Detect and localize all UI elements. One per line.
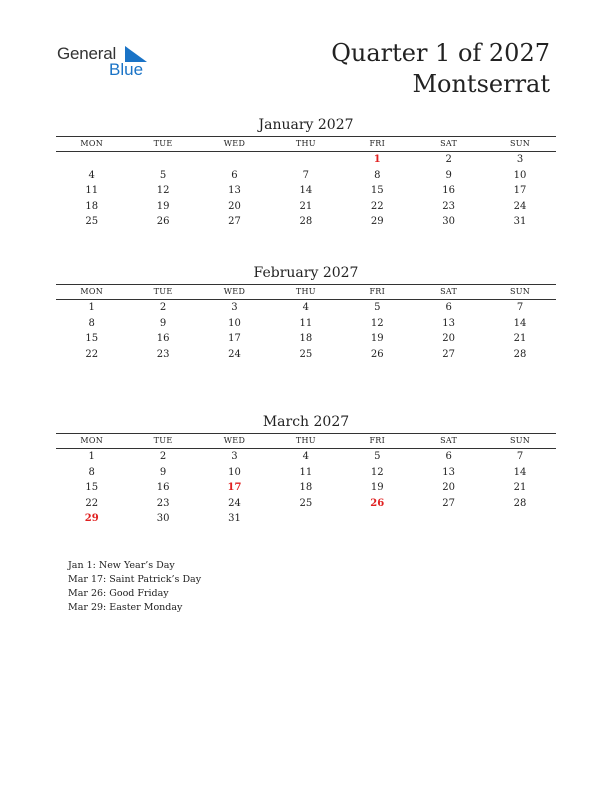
day-cell: 4: [302, 302, 310, 313]
page-title: Quarter 1 of 2027: [331, 39, 550, 67]
day-cell: 24: [228, 497, 241, 509]
weekday-label: SAT: [440, 436, 458, 445]
day-cell: 13: [442, 466, 456, 478]
weekday-label: WED: [223, 436, 246, 445]
day-cell: [270, 152, 341, 168]
weekday-label: MON: [80, 287, 104, 296]
day-cell: 7: [516, 451, 524, 462]
day-cell: 15: [370, 185, 384, 197]
day-cell: 30: [442, 216, 456, 228]
day-cell: 18: [85, 200, 99, 212]
week-row: [56, 496, 556, 512]
day-cell: 8: [88, 466, 95, 478]
day-cell: 13: [228, 185, 241, 197]
day-cell: 9: [445, 169, 452, 181]
weekday-label: FRI: [369, 139, 386, 148]
holiday-list-item: Mar 29: Easter Monday: [68, 602, 183, 613]
day-cell: 4: [302, 451, 310, 462]
weekday-label: TUE: [153, 287, 173, 296]
holiday-day-cell: 1: [373, 154, 381, 165]
day-cell: 9: [159, 466, 167, 478]
week-row: [56, 465, 556, 481]
weekday-label: SUN: [509, 287, 531, 296]
day-cell: 24: [513, 200, 527, 212]
day-cell: 27: [442, 348, 456, 360]
day-cell: 23: [442, 200, 456, 212]
weekday-label: THU: [295, 436, 316, 445]
day-cell: 10: [228, 317, 241, 329]
weekday-label: MON: [80, 139, 104, 148]
day-cell: 3: [516, 154, 524, 165]
day-cell: 4: [88, 169, 95, 181]
holiday-list-item: Mar 17: Saint Patrick’s Day: [68, 574, 202, 585]
day-cell: 19: [370, 333, 384, 345]
week-row: [56, 511, 556, 527]
week-row: [56, 214, 556, 230]
country-name: Montserrat: [412, 70, 550, 98]
day-cell: 20: [228, 200, 241, 212]
day-cell: 10: [228, 466, 241, 478]
weekday-label: FRI: [369, 287, 386, 296]
day-cell: 11: [299, 466, 313, 478]
weekday-label: SAT: [440, 287, 458, 296]
day-cell: 10: [513, 169, 527, 181]
day-cell: 9: [159, 317, 167, 329]
day-cell: 5: [374, 302, 381, 313]
day-cell: 5: [374, 451, 381, 462]
day-cell: 16: [156, 482, 170, 494]
day-cell: 14: [513, 466, 527, 478]
day-cell: 11: [299, 317, 313, 329]
day-cell: 20: [442, 482, 456, 494]
day-cell: 16: [442, 185, 456, 197]
day-cell: 30: [156, 513, 170, 525]
day-cell: 8: [374, 169, 381, 181]
day-cell: 2: [159, 302, 167, 313]
day-cell: 1: [88, 451, 95, 462]
day-cell: 21: [513, 333, 527, 345]
day-cell: 2: [445, 154, 452, 165]
week-row: [56, 347, 556, 363]
weekday-label: SUN: [509, 139, 531, 148]
day-cell: 7: [516, 302, 524, 313]
week-row: [56, 331, 556, 347]
day-cell: 19: [156, 200, 170, 212]
weekday-header-row: [56, 285, 556, 300]
day-cell: [199, 152, 270, 168]
day-cell: 16: [156, 333, 170, 345]
day-cell: 2: [159, 451, 167, 462]
day-cell: 19: [370, 482, 384, 494]
day-cell: 27: [442, 497, 456, 509]
logo-text-general: General: [57, 44, 117, 63]
month-title: February 2027: [253, 265, 359, 281]
weekday-label: MON: [80, 436, 104, 445]
day-cell: 6: [445, 302, 452, 313]
day-cell: [413, 511, 484, 527]
holiday-day-cell: 17: [227, 482, 242, 494]
day-cell: 3: [231, 302, 238, 313]
week-row: [56, 152, 556, 168]
day-cell: 23: [156, 348, 170, 360]
day-cell: 25: [299, 497, 313, 509]
month-title: January 2027: [258, 117, 354, 133]
day-cell: [484, 511, 555, 527]
weekday-label: WED: [223, 139, 246, 148]
day-cell: 25: [299, 348, 313, 360]
day-cell: [342, 511, 413, 527]
weekday-header-row: [56, 434, 556, 449]
week-row: [56, 480, 556, 496]
week-row: [56, 168, 556, 184]
day-cell: 31: [228, 513, 241, 525]
day-cell: 14: [299, 185, 313, 197]
calendar-month-march: [56, 413, 556, 527]
day-cell: 14: [513, 317, 527, 329]
weekday-label: SAT: [440, 139, 458, 148]
weekday-label: TUE: [153, 139, 173, 148]
day-cell: 28: [513, 348, 527, 360]
logo-text-blue: Blue: [109, 60, 144, 79]
day-cell: 6: [445, 451, 452, 462]
day-cell: 21: [513, 482, 527, 494]
day-cell: [127, 152, 198, 168]
day-cell: 17: [513, 185, 527, 197]
day-cell: [270, 511, 341, 527]
week-row: [56, 449, 556, 465]
day-cell: 18: [299, 482, 313, 494]
week-row: [56, 316, 556, 332]
day-cell: 15: [85, 333, 99, 345]
day-cell: 25: [85, 216, 99, 228]
weekday-label: THU: [295, 287, 316, 296]
day-cell: 27: [228, 216, 241, 228]
weekday-header-row: [56, 137, 556, 152]
day-cell: 23: [156, 497, 170, 509]
holiday-list: [68, 559, 201, 615]
day-cell: 12: [156, 185, 170, 197]
weekday-label: WED: [223, 287, 246, 296]
weekday-label: THU: [295, 139, 316, 148]
holiday-list-item: Jan 1: New Year’s Day: [68, 560, 175, 571]
day-cell: 29: [370, 216, 384, 228]
week-row: [56, 183, 556, 199]
day-cell: 22: [85, 497, 99, 509]
day-cell: 5: [159, 169, 167, 181]
holiday-day-cell: 26: [370, 497, 385, 509]
day-cell: 8: [88, 317, 95, 329]
month-title: March 2027: [262, 414, 350, 430]
day-cell: 17: [228, 333, 241, 345]
page-title-block: [331, 38, 550, 100]
week-row: [56, 199, 556, 215]
day-cell: 26: [370, 348, 384, 360]
weekday-label: FRI: [369, 436, 386, 445]
day-cell: 26: [156, 216, 170, 228]
day-cell: 21: [299, 200, 313, 212]
day-cell: 24: [228, 348, 241, 360]
weekday-label: TUE: [153, 436, 173, 445]
day-cell: 18: [299, 333, 313, 345]
day-cell: 22: [85, 348, 99, 360]
calendar-month-february: [56, 264, 556, 362]
general-blue-logo: [57, 44, 167, 84]
day-cell: 13: [442, 317, 456, 329]
day-cell: [56, 152, 127, 168]
day-cell: 20: [442, 333, 456, 345]
day-cell: 3: [231, 451, 238, 462]
calendar-month-january: [56, 116, 556, 230]
day-cell: 28: [299, 216, 313, 228]
day-cell: 7: [302, 169, 310, 181]
day-cell: 12: [370, 466, 384, 478]
day-cell: 28: [513, 497, 527, 509]
day-cell: 11: [85, 185, 99, 197]
day-cell: 22: [370, 200, 384, 212]
day-cell: 1: [88, 302, 95, 313]
holiday-day-cell: 29: [84, 513, 99, 525]
day-cell: 31: [513, 216, 527, 228]
day-cell: 15: [85, 482, 99, 494]
week-row: [56, 300, 556, 316]
day-cell: 12: [370, 317, 384, 329]
day-cell: 6: [231, 169, 238, 181]
weekday-label: SUN: [509, 436, 531, 445]
holiday-list-item: Mar 26: Good Friday: [68, 588, 169, 599]
